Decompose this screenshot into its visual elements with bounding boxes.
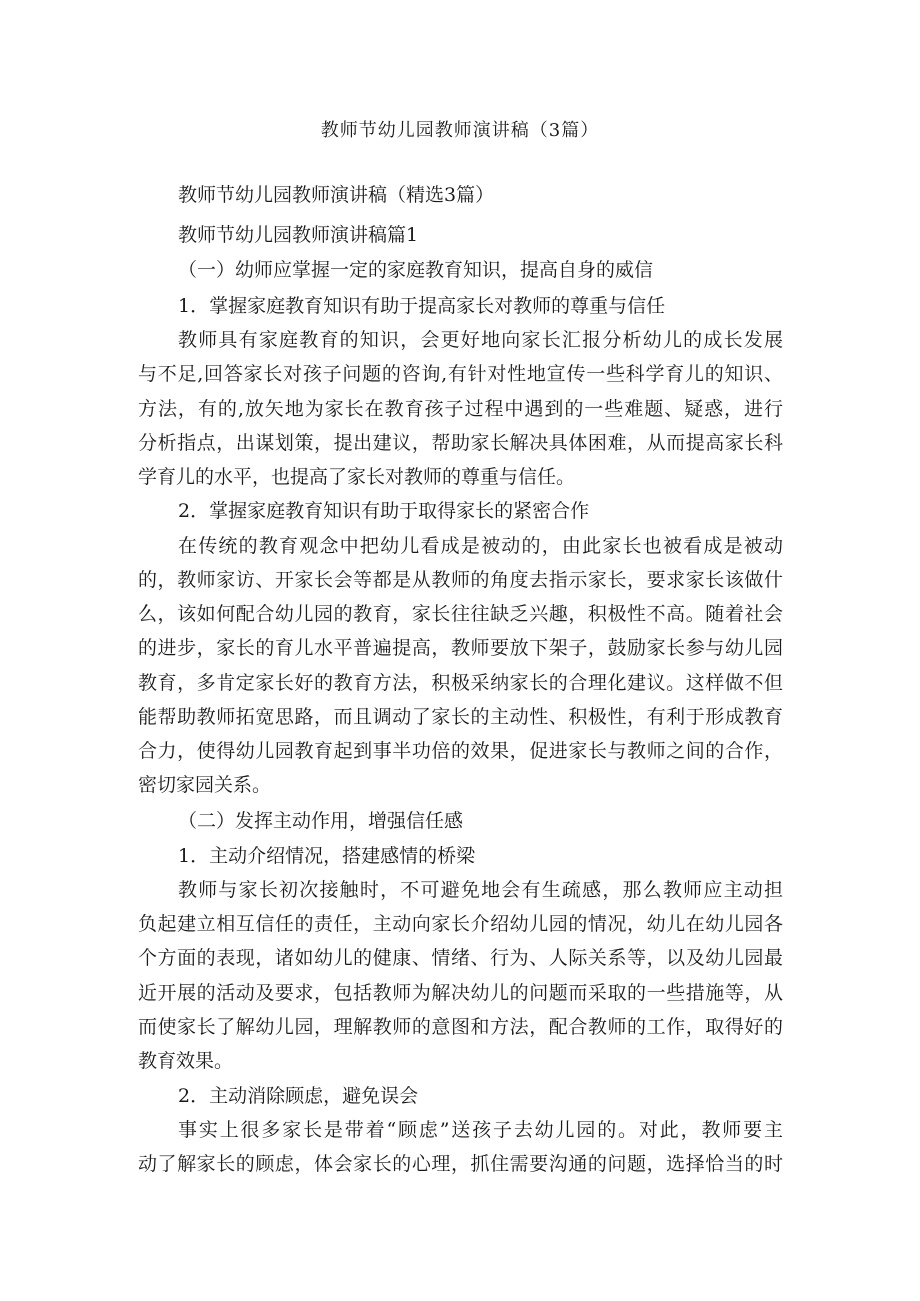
paragraph-line: 合力，使得幼儿园教育起到事半功倍的效果，促进家长与教师之间的合作， xyxy=(138,740,783,762)
paragraph-line: 教师与家长初次接触时，不可避免地会有生疏感，那么教师应主动担 xyxy=(178,879,783,901)
paragraph-line: 负起建立相互信任的责任，主动向家长介绍幼儿园的情况，幼儿在幼儿园各 xyxy=(138,913,783,935)
section-heading: 教师节幼儿园教师演讲稿篇1 xyxy=(178,224,419,246)
paragraph-line: 教育效果。 xyxy=(138,1050,234,1072)
subsection-heading: 1．主动介绍情况，搭建感情的桥梁 xyxy=(178,845,476,867)
subtitle-line: 教师节幼儿园教师演讲稿（精选3篇） xyxy=(178,184,495,206)
document-title: 教师节幼儿园教师演讲稿（3篇） xyxy=(320,120,600,141)
paragraph-line: 与不足,回答家长对孩子问题的咨询,有针对性地宣传一些科学育儿的知识、 xyxy=(138,363,783,385)
subsection-heading: 2．掌握家庭教育知识有助于取得家长的紧密合作 xyxy=(178,500,590,522)
paragraph-line: 学育儿的水平，也提高了家长对教师的尊重与信任。 xyxy=(138,466,576,488)
paragraph-line: 方法，有的,放矢地为家长在教育孩子过程中遇到的一些难题、疑惑，进行 xyxy=(138,398,783,420)
paragraph-line: 教育，多肯定家长好的教育方法，积极采纳家长的合理化建议。这样做不但 xyxy=(138,672,783,694)
paragraph-line: 动了解家长的顾虑，体会家长的心理，抓住需要沟通的问题，选择恰当的时 xyxy=(138,1153,783,1175)
paragraph-line: 教师具有家庭教育的知识，会更好地向家长汇报分析幼儿的成长发展 xyxy=(178,329,783,351)
paragraph-line: 分析指点，出谋划策，提出建议，帮助家长解决具体困难，从而提高家长科 xyxy=(138,432,783,454)
paragraph-line: 在传统的教育观念中把幼儿看成是被动的，由此家长也被看成是被动 xyxy=(178,535,783,557)
paragraph-line: 个方面的表现，诸如幼儿的健康、情绪、行为、人际关系等，以及幼儿园最 xyxy=(138,947,783,969)
paragraph-line: 的进步，家长的育儿水平普遍提高，教师要放下架子，鼓励家长参与幼儿园 xyxy=(138,637,783,659)
paragraph-line: 能帮助教师拓宽思路，而且调动了家长的主动性、积极性，有利于形成教育 xyxy=(138,706,783,728)
subsection-heading: 2．主动消除顾虑，避免误会 xyxy=(178,1085,419,1107)
paragraph-line: 么，该如何配合幼儿园的教育，家长往往缺乏兴趣，积极性不高。随着社会 xyxy=(138,603,783,625)
paragraph-line: 的，教师家访、开家长会等都是从教师的角度去指示家长，要求家长该做什 xyxy=(138,569,783,591)
section-heading: （一）幼师应掌握一定的家庭教育知识，提高自身的威信 xyxy=(178,259,654,281)
paragraph-line: 近开展的活动及要求，包括教师为解决幼儿的问题而采取的一些措施等，从 xyxy=(138,982,783,1004)
subsection-heading: 1．掌握家庭教育知识有助于提高家长对教师的尊重与信任 xyxy=(178,295,666,317)
section-heading: （二）发挥主动作用，增强信任感 xyxy=(178,810,464,832)
paragraph-line: 密切家园关系。 xyxy=(138,774,272,796)
paragraph-line: 而使家长了解幼儿园，理解教师的意图和方法，配合教师的工作，取得好的 xyxy=(138,1016,783,1038)
paragraph-line: 事实上很多家长是带着“顾虑”送孩子去幼儿园的。对此，教师要主 xyxy=(178,1119,783,1141)
